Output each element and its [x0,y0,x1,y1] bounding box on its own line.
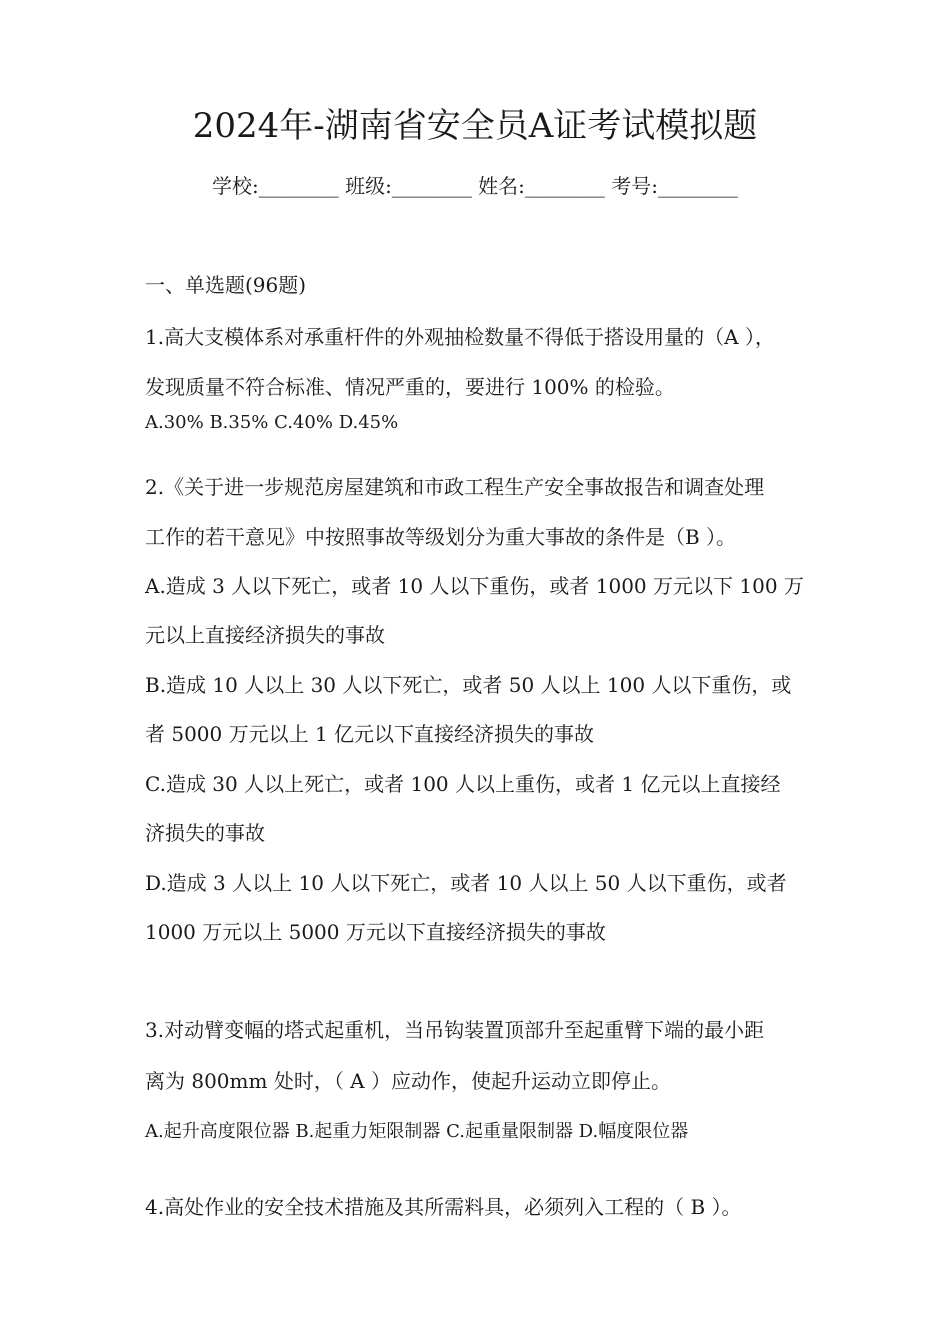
question-1-line-2: 发现质量不符合标准、情况严重的，要进行 100% 的检验。 [145,375,675,399]
question-2-option-d-line-1: D.造成 3 人以上 10 人以下死亡，或者 10 人以上 50 人以下重伤，或者 [145,871,787,895]
question-1-options: A.30% B.35% C.40% D.45% [145,412,399,433]
question-2-option-b-line-2: 者 5000 万元以上 1 亿元以下直接经济损失的事故 [145,722,595,746]
question-1-line-1: 1.高大支模体系对承重杆件的外观抽检数量不得低于搭设用量的（A ）， [145,325,775,349]
question-2-option-b-line-1: B.造成 10 人以上 30 人以下死亡，或者 50 人以上 100 人以下重伤，或 [145,673,792,697]
question-4-line-1: 4.高处作业的安全技术措施及其所需料具，必须列入工程的（ B ）。 [145,1195,742,1219]
question-2-option-a-line-2: 元以上直接经济损失的事故 [145,623,385,647]
question-2-option-a-line-1: A.造成 3 人以下死亡，或者 10 人以下重伤，或者 1000 万元以下 100 万 [145,574,804,598]
question-2-option-d-line-2: 1000 万元以上 5000 万元以下直接经济损失的事故 [145,920,606,944]
student-info-line: 学校:________ 班级:________ 姓名:________ 考号:________ [211,174,739,198]
question-3-line-1: 3.对动臂变幅的塔式起重机，当吊钩装置顶部升至起重臂下端的最小距 [145,1018,765,1042]
question-2-option-c-line-2: 济损失的事故 [145,821,265,845]
question-2-line-2: 工作的若干意见》中按照事故等级划分为重大事故的条件是（B ）。 [145,525,737,549]
question-2-option-c-line-1: C.造成 30 人以上死亡，或者 100 人以上重伤，或者 1 亿元以上直接经 [145,772,781,796]
question-2-line-1: 2.《关于进一步规范房屋建筑和市政工程生产安全事故报告和调查处理 [145,475,765,499]
question-3-line-2: 离为 800mm 处时，（ A ）应动作，使起升运动立即停止。 [145,1069,671,1093]
section-heading: 一、单选题(96题) [145,273,307,297]
question-3-options: A.起升高度限位器 B.起重力矩限制器 C.起重量限制器 D.幅度限位器 [145,1121,689,1142]
document-title: 2024年-湖南省安全员A证考试模拟题 [192,106,758,146]
